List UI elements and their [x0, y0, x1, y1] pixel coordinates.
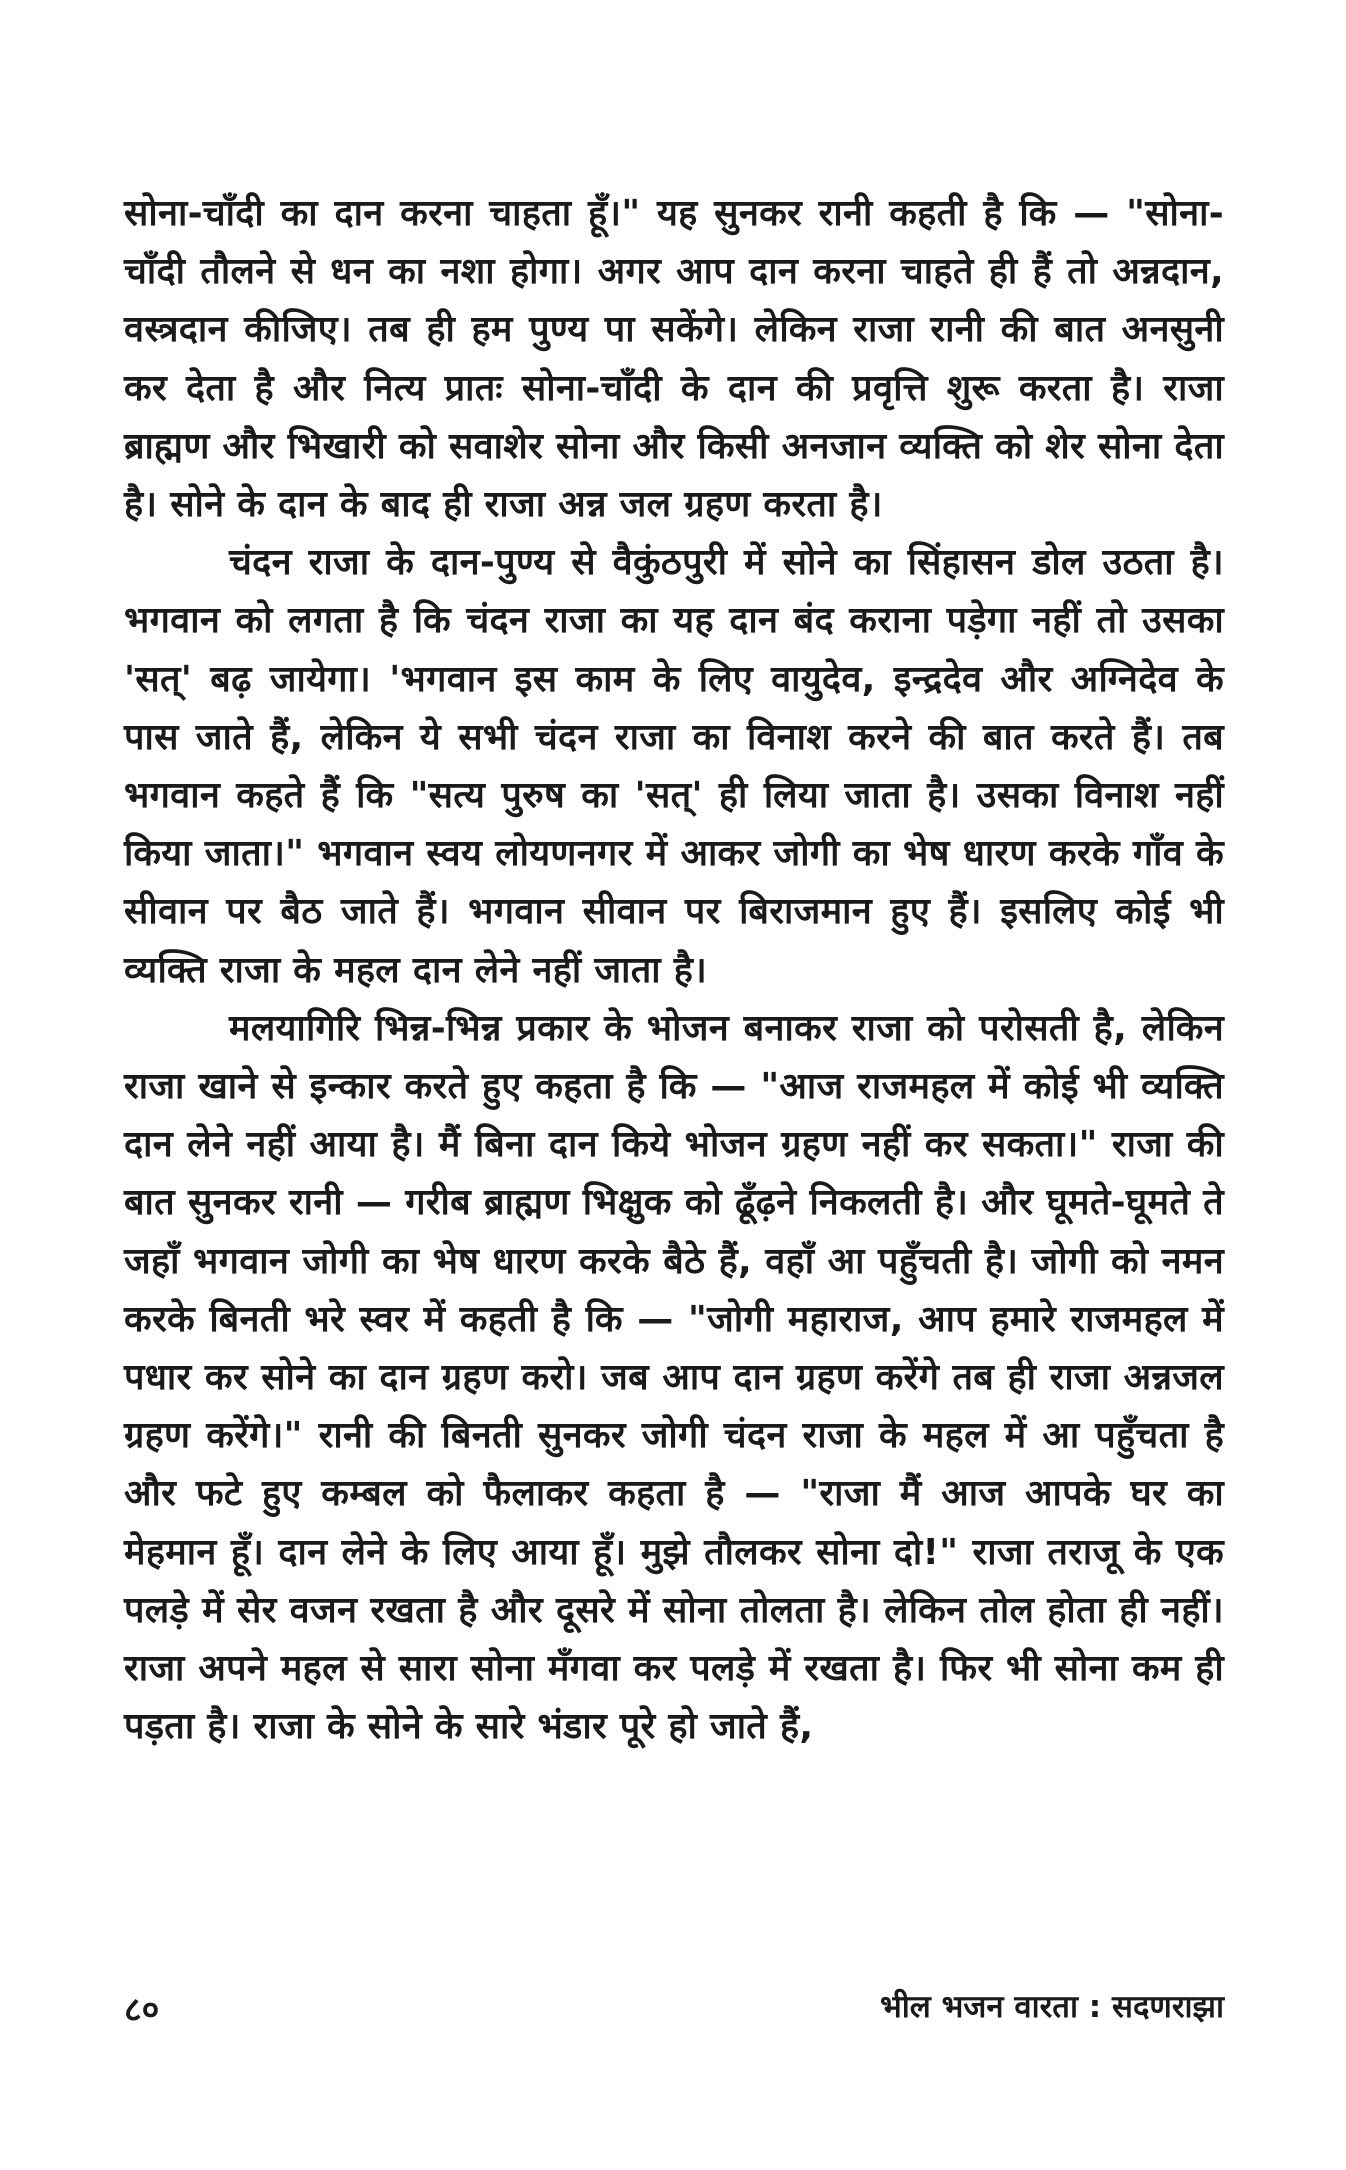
page-number: ८० [124, 1990, 160, 2030]
page-body [124, 185, 1224, 1756]
running-title: भील भजन वारता : सदणराझा [879, 1989, 1224, 2025]
paragraph-3: मलयागिरि भिन्न-भिन्न प्रकार के भोजन बनाकर राजा को परोसती है, लेकिन राजा खाने से इन्कार करते हुए कहता है कि — "आज राजमहल में कोई भी व्यक्ति दान लेने नहीं आया है। मैं बिना दान किये भोजन ग्रहण नहीं कर सकता।" राजा की बात सुनकर रानी — गरीब ब्राह्मण भिक्षुक को ढूँढ़ने निकलती है। और घूमते-घूमते ते जहाँ भगवान जोगी का भेष धारण करके बैठे हैं, वहाँ आ पहुँचती है। जोगी को नमन करके बिनती भरे स्वर में कहती है कि — "जोगी महाराज, आप हमारे राजमहल में पधार कर सोने का दान ग्रहण करो। जब आप दान ग्रहण करेंगे तब ही राजा अन्नजल ग्रहण करेंगे।" रानी की बिनती सुनकर जोगी चंदन राजा के महल में आ पहुँचता है और फटे हुए कम्बल को फैलाकर कहता है — "राजा मैं आज आपके घर का मेहमान हूँ। दान लेने के लिए आया हूँ। मुझे तौलकर सोना दो!" राजा तराजू के एक पलड़े में सेर वजन रखता है और दूसरे में सोना तोलता है। लेकिन तोल होता ही नहीं। राजा अपने महल से सारा सोना मँगवा कर पलड़े में रखता है। फिर भी सोना कम ही पड़ता है। राजा के सोने के सारे भंडार पूरे हो जाते हैं, [124, 1007, 1224, 1748]
paragraph-2: चंदन राजा के दान-पुण्य से वैकुंठपुरी में सोने का सिंहासन डोल उठता है। भगवान को लगता है कि चंदन राजा का यह दान बंद कराना पड़ेगा नहीं तो उसका 'सत्' बढ़ जायेगा। 'भगवान इस काम के लिए वायुदेव, इन्द्रदेव और अग्निदेव के पास जाते हैं, लेकिन ये सभी चंदन राजा का विनाश करने की बात करते हैं। तब भगवान कहते हैं कि "सत्य पुरुष का 'सत्' ही लिया जाता है। उसका विनाश नहीं किया जाता।" भगवान स्वय लोयणनगर में आकर जोगी का भेष धारण करके गाँव के सीवान पर बैठ जाते हैं। भगवान सीवान पर बिराजमान हुए हैं। इसलिए कोई भी व्यक्ति राजा के महल दान लेने नहीं जाता है। [124, 542, 1224, 991]
paragraph-1: सोना-चाँदी का दान करना चाहता हूँ।" यह सुनकर रानी कहती है कि — "सोना-चाँदी तौलने से धन का नशा होगा। अगर आप दान करना चाहते ही हैं तो अन्नदान, वस्त्रदान कीजिए। तब ही हम पुण्य पा सकेंगे। लेकिन राजा रानी की बात अनसुनी कर देता है और नित्य प्रातः सोना-चाँदी के दान की प्रवृत्ति शुरू करता है। राजा ब्राह्मण और भिखारी को सवाशेर सोना और किसी अनजान व्यक्ति को शेर सोना देता है। सोने के दान के बाद ही राजा अन्न जल ग्रहण करता है। [124, 193, 1224, 526]
page-footer [124, 1985, 1224, 2035]
